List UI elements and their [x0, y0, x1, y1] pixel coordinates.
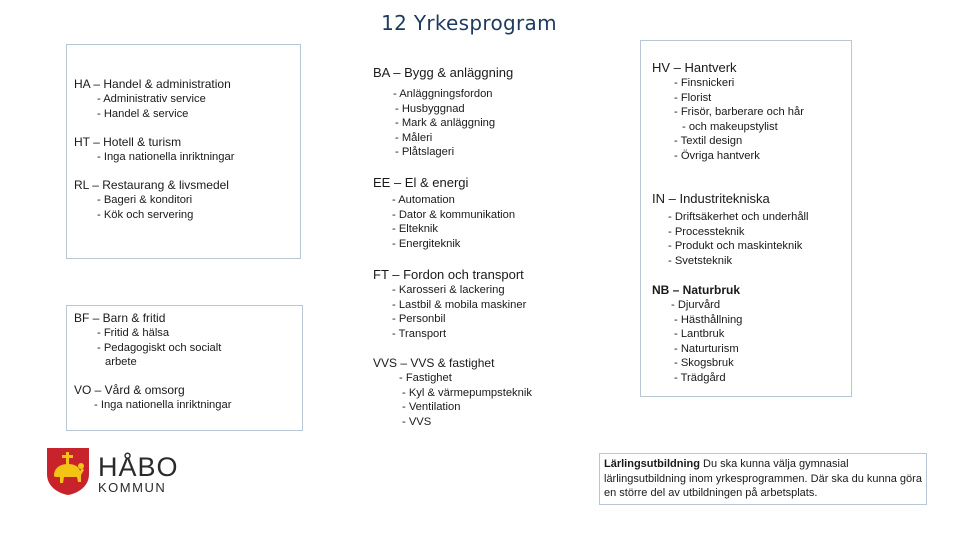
list-item: - Handel & service [97, 107, 189, 120]
logo-subtitle: KOMMUN [98, 480, 167, 495]
program-ba [373, 65, 513, 160]
list-item: - och makeupstylist [682, 120, 778, 133]
program-ft [373, 267, 526, 341]
page-title: 12 Yrkesprogram [381, 11, 557, 35]
list-item: - Fastighet [399, 372, 452, 384]
list-item: - Trädgård [674, 371, 726, 384]
list-item: - Anläggningsfordon [393, 88, 493, 100]
list-item: arbete [105, 356, 137, 368]
list-item: - Driftsäkerhet och underhåll [668, 211, 809, 223]
list-item: - Lantbruk [674, 328, 725, 340]
list-item: - Textil design [674, 135, 743, 147]
list-item: - Fritid & hälsa [97, 327, 170, 339]
program-name: VVS – VVS & fastighet [373, 356, 495, 370]
program-ha [74, 77, 231, 121]
list-item: - Pedagogiskt och socialt [97, 341, 222, 354]
list-item: - Processteknik [668, 225, 745, 238]
list-item: - Inga nationella inriktningar [94, 399, 232, 411]
list-item: - Bageri & konditori [97, 194, 193, 206]
list-item: - Ventilation [402, 401, 461, 413]
logo-name: HÅBO [98, 452, 179, 482]
list-item: - Dator & kommunikation [392, 208, 516, 221]
program-name: FT – Fordon och transport [373, 267, 524, 282]
program-name: HT – Hotell & turism [74, 135, 182, 149]
list-item: - Lastbil & mobila maskiner [392, 298, 527, 311]
list-item: - Kök och servering [97, 208, 194, 221]
apprenticeship-note [599, 453, 927, 505]
program-vo [74, 383, 231, 413]
note-title: Lärlingsutbildning [604, 458, 700, 470]
list-item: - Elteknik [392, 223, 439, 235]
list-item: - Karosseri & lackering [392, 284, 505, 296]
list-item: - Husbyggnad [395, 102, 465, 115]
list-item: - Mark & anläggning [395, 117, 496, 129]
program-ht [74, 135, 234, 165]
program-name: BA – Bygg & anläggning [373, 65, 514, 80]
list-item: - Djurvård [671, 299, 721, 311]
program-hv [652, 60, 804, 163]
list-item: - Personbil [392, 313, 446, 325]
list-item: - Florist [674, 91, 712, 104]
program-name: HV – Hantverk [652, 60, 737, 75]
list-item: - Energiteknik [392, 237, 461, 250]
list-item: - Övriga hantverk [674, 149, 760, 162]
list-item: - VVS [402, 415, 432, 428]
list-item: - Skogsbruk [674, 357, 734, 369]
list-item: - Automation [392, 194, 455, 206]
list-item: - Kyl & värmepumpsteknik [402, 386, 532, 399]
program-name: VO – Vård & omsorg [74, 383, 185, 397]
list-item: - Transport [392, 327, 447, 340]
list-item: - Finsnickeri [674, 77, 735, 89]
program-vvs [373, 356, 532, 429]
program-nb [652, 283, 742, 385]
list-item: - Administrativ service [97, 93, 206, 105]
list-item: - Frisör, barberare och hår [674, 106, 804, 118]
program-name: IN – Industritekniska [652, 191, 770, 206]
program-ee [373, 175, 515, 251]
program-name: NB – Naturbruk [652, 283, 741, 297]
program-bf [74, 311, 221, 370]
program-name: BF – Barn & fritid [74, 311, 166, 325]
program-in [652, 191, 809, 268]
program-name: HA – Handel & administration [74, 77, 231, 91]
program-name: RL – Restaurang & livsmedel [74, 178, 229, 192]
program-rl [74, 178, 229, 222]
list-item: - Naturturism [674, 342, 739, 355]
list-item: - Produkt och maskinteknik [668, 240, 803, 252]
list-item: - Hästhållning [674, 313, 743, 326]
list-item: - Svetsteknik [668, 254, 733, 267]
list-item: - Måleri [395, 131, 433, 144]
habo-coat-of-arms-icon [44, 446, 92, 496]
list-item: - Inga nationella inriktningar [97, 151, 235, 163]
program-name: EE – El & energi [373, 175, 469, 190]
note-text: Du ska kunna välja gymnasial lärlingsutbildning inom yrkesprogrammen. Där ska du kunna göra en större del av utbildningen på arbetsplats. [604, 458, 922, 499]
list-item: - Plåtslageri [395, 146, 455, 158]
